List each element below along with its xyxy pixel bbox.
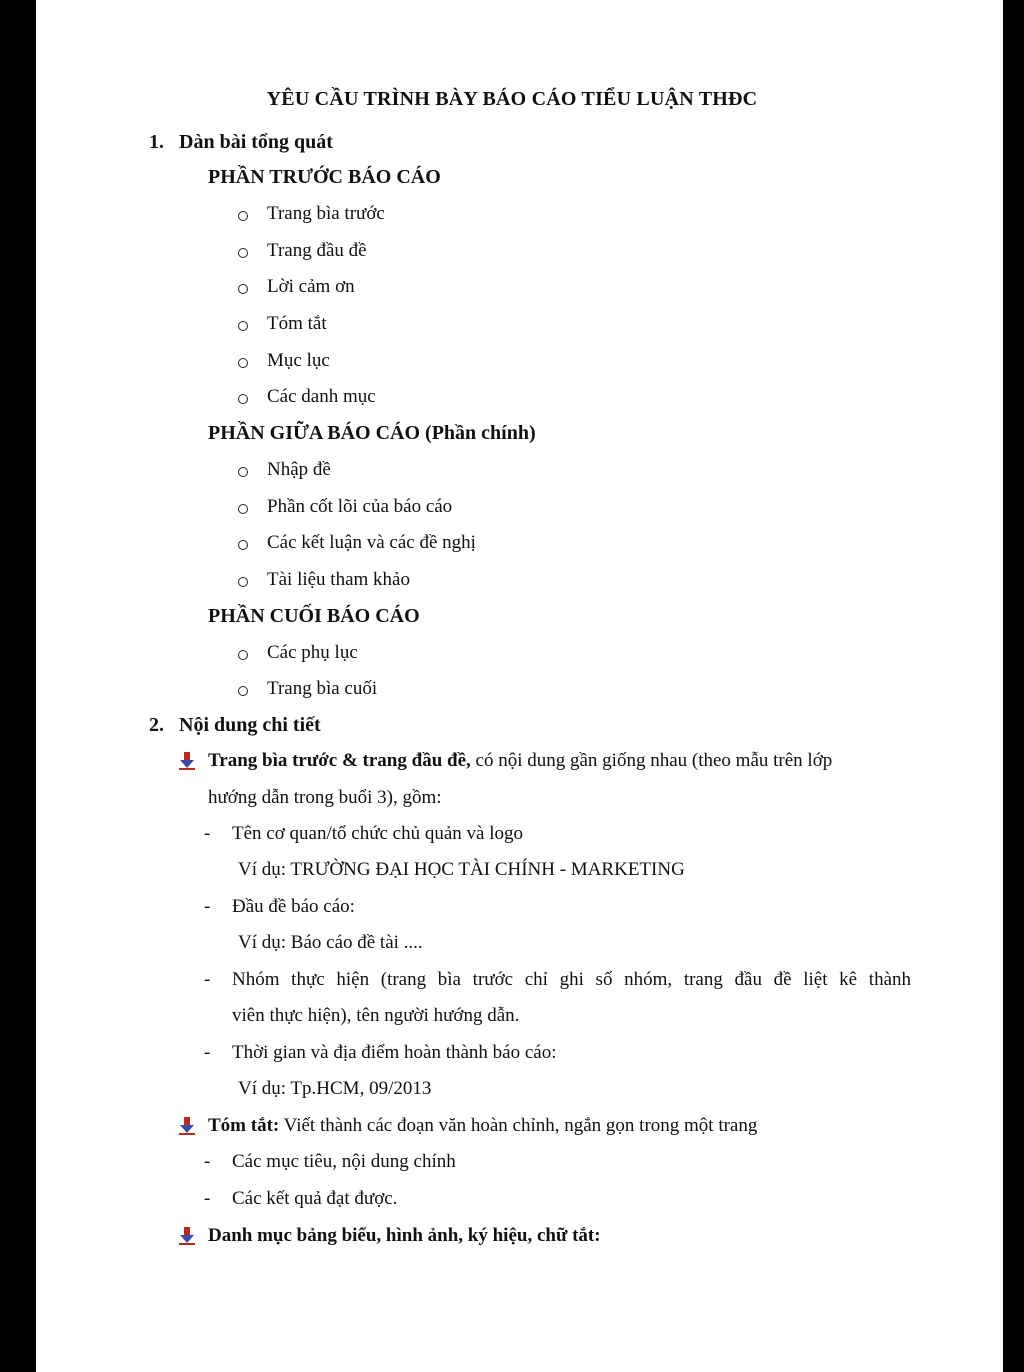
circle-bullet-icon (238, 540, 248, 550)
circle-bullet-icon (238, 504, 248, 514)
circle-bullet-icon (238, 394, 248, 404)
arrow-bullet-icon (179, 1117, 195, 1135)
section-2-number: 2. (149, 714, 164, 736)
circle-bullet-icon (238, 650, 248, 660)
list-item: Các kết luận và các đề nghị (267, 532, 476, 553)
list-item: Phần cốt lõi của báo cáo (267, 496, 453, 517)
block-2-bold: Tóm tắt: (208, 1115, 280, 1136)
list-item: Các phụ lục (267, 642, 358, 663)
part-3-heading: PHẦN CUỐI BÁO CÁO (208, 605, 420, 627)
dash-bullet: - (204, 969, 211, 990)
dash-bullet: - (204, 896, 211, 917)
list-item: Các kết quả đạt được. (232, 1188, 398, 1209)
list-item: Đầu đề báo cáo: (232, 896, 355, 917)
list-item: Tên cơ quan/tổ chức chủ quản và logo (232, 823, 524, 844)
list-item: Các mục tiêu, nội dung chính (232, 1151, 456, 1172)
part-1-heading: PHẦN TRƯỚC BÁO CÁO (208, 166, 441, 188)
list-item: Thời gian và địa điểm hoàn thành báo cáo: (232, 1042, 557, 1063)
circle-bullet-icon (238, 248, 248, 258)
circle-bullet-icon (238, 321, 248, 331)
example-text: Ví dụ: Tp.HCM, 09/2013 (238, 1078, 432, 1099)
dash-bullet: - (204, 1042, 211, 1063)
block-1-text: có nội dung gần giống nhau (theo mẫu trên lớp (470, 750, 833, 771)
list-item: Lời cảm ơn (267, 276, 355, 297)
circle-bullet-icon (238, 211, 248, 221)
block-2-text: Viết thành các đoạn văn hoàn chỉnh, ngắn gọn trong một trang (279, 1115, 758, 1136)
arrow-bullet-icon (179, 752, 195, 770)
dash-bullet: - (204, 1188, 211, 1209)
dash-bullet: - (204, 1151, 211, 1172)
circle-bullet-icon (238, 467, 248, 477)
dash-bullet: - (204, 823, 211, 844)
list-item: Tóm tắt (267, 313, 327, 334)
list-item: Tài liệu tham khảo (267, 569, 410, 590)
list-item: Các danh mục (267, 386, 376, 407)
list-item: Nhóm thực hiện (trang bìa trước chỉ ghi số nhóm, trang đầu đề liệt kê thành (232, 969, 911, 990)
list-item-continuation: viên thực hiện), tên người hướng dẫn. (232, 1005, 520, 1026)
section-1-heading: Dàn bài tổng quát (179, 131, 333, 153)
list-item: Trang bìa trước (267, 203, 385, 224)
list-item: Trang bìa cuối (267, 678, 378, 699)
block-1-bold: Trang bìa trước & trang đầu đề, (208, 750, 471, 771)
example-text: Ví dụ: TRƯỜNG ĐẠI HỌC TÀI CHÍNH - MARKETING (238, 859, 685, 880)
circle-bullet-icon (238, 284, 248, 294)
section-2-heading: Nội dung chi tiết (179, 714, 321, 736)
circle-bullet-icon (238, 358, 248, 368)
part-2-heading: PHẦN GIỮA BÁO CÁO (Phần chính) (208, 422, 536, 444)
list-item: Mục lục (267, 350, 330, 371)
list-item: Trang đầu đề (267, 240, 367, 261)
document-page (36, 0, 1003, 1372)
circle-bullet-icon (238, 686, 248, 696)
list-item: Nhập đề (267, 459, 331, 480)
block-1-text-line-2: hướng dẫn trong buổi 3), gồm: (208, 787, 442, 808)
page-title: YÊU CẦU TRÌNH BÀY BÁO CÁO TIỂU LUẬN THĐC (266, 88, 758, 110)
circle-bullet-icon (238, 577, 248, 587)
example-text: Ví dụ: Báo cáo đề tài .... (238, 932, 423, 953)
block-3-bold: Danh mục bảng biểu, hình ảnh, ký hiệu, chữ tắt: (208, 1225, 601, 1246)
section-1-number: 1. (149, 131, 164, 153)
arrow-bullet-icon (179, 1227, 195, 1245)
